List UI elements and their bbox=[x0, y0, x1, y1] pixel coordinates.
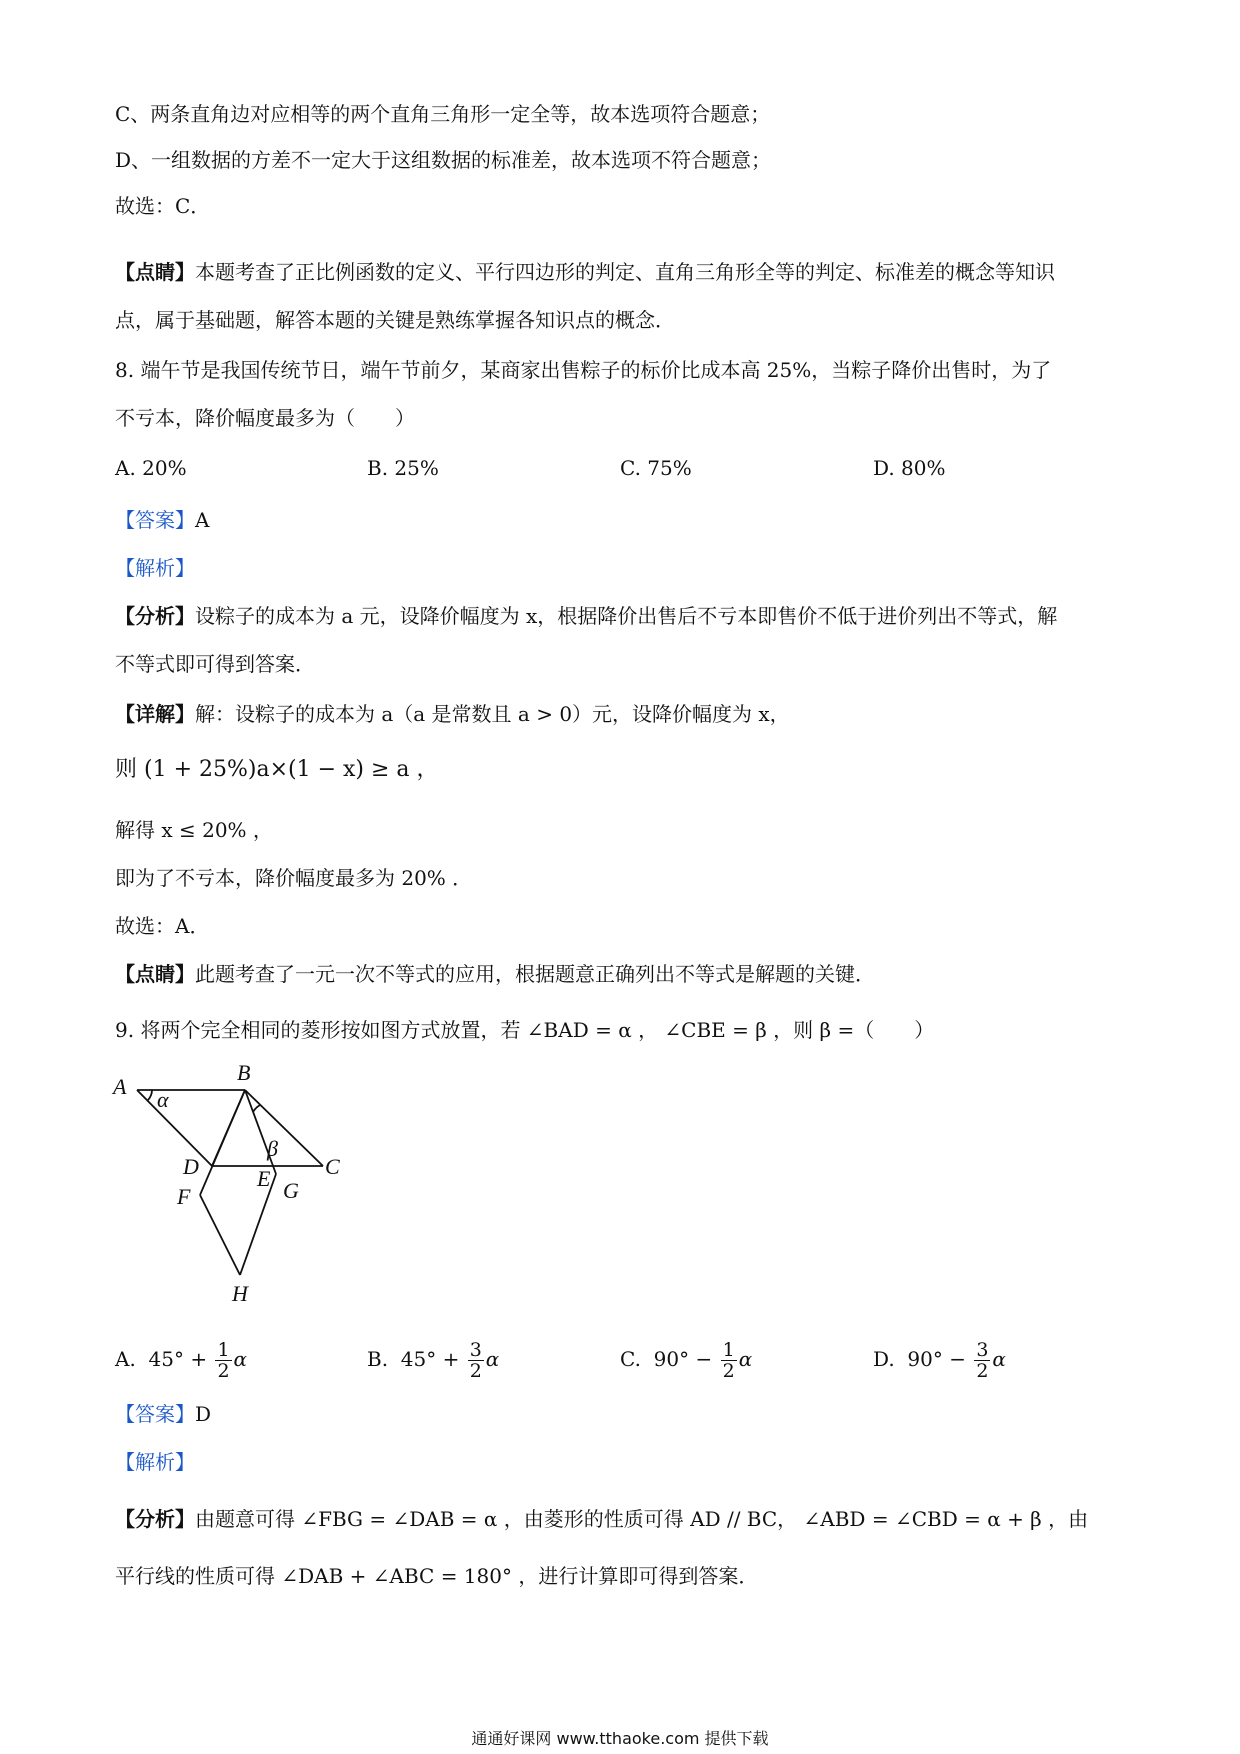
fenxi-text: 设粽子的成本为 a 元，设降价幅度为 x，根据降价出售后不亏本即售价不低于进价列出不等式，解 bbox=[195, 604, 1058, 628]
q9-fenxi-line2: 平行线的性质可得 ∠DAB + ∠ABC = 180° ，进行计算即可得到答案． bbox=[115, 1564, 759, 1588]
label-alpha: α bbox=[157, 1087, 169, 1112]
page-footer: 通通好课网 www.tthaoke.com 提供下载 bbox=[471, 1729, 769, 1748]
label-beta: β bbox=[267, 1136, 278, 1161]
q9-stem: 9. 将两个完全相同的菱形按如图方式放置，若 ∠BAD = α ， ∠CBE = β ，则 β =（ ） bbox=[115, 1018, 935, 1042]
label-b: B bbox=[237, 1060, 251, 1085]
q8-xiangjie bbox=[115, 700, 790, 728]
label-h: H bbox=[232, 1281, 248, 1306]
answer-value: D bbox=[195, 1402, 212, 1426]
dianjing-tag: 【点睛】 bbox=[115, 260, 195, 284]
q9-option-d: D. 90° − $\frac{3}{2}$ α bbox=[873, 1339, 1006, 1382]
q7-choice: 故选：C． bbox=[115, 194, 211, 218]
q8-jiexi-tag: 【解析】 bbox=[115, 556, 195, 580]
fenxi-tag: 【分析】 bbox=[115, 1507, 195, 1531]
q8-option-d: D. 80% bbox=[873, 456, 946, 480]
q8-equation-3: 即为了不亏本，降价幅度最多为 20% ． bbox=[115, 866, 473, 890]
q9-option-a: A. 45° + $\frac{1}{2}$ α bbox=[115, 1339, 248, 1382]
q9-option-b: B. 45° + $\frac{3}{2}$ α bbox=[367, 1339, 500, 1382]
rhombus-figure bbox=[105, 1060, 385, 1330]
dianjing-text: 此题考查了一元一次不等式的应用，根据题意正确列出不等式是解题的关键． bbox=[195, 962, 875, 986]
q8-fenxi-line1 bbox=[115, 602, 1057, 630]
segment-bg bbox=[245, 1090, 276, 1174]
segment-bc bbox=[245, 1090, 323, 1166]
q8-choice: 故选：A． bbox=[115, 914, 210, 938]
xiangjie-tag: 【详解】 bbox=[115, 702, 195, 726]
q9-jiexi-tag: 【解析】 bbox=[115, 1450, 195, 1474]
q8-option-a: A. 20% bbox=[115, 456, 187, 480]
q8-equation-2: 解得 x ≤ 20% ， bbox=[115, 818, 273, 842]
label-a: A bbox=[113, 1074, 127, 1099]
fraction: $\frac{3}{2}$ bbox=[976, 1339, 989, 1382]
q8-option-c: C. 75% bbox=[620, 456, 692, 480]
segment-bf bbox=[200, 1090, 245, 1195]
dianjing-text: 本题考查了正比例函数的定义、平行四边形的判定、直角三角形全等的判定、标准差的概念等知识 bbox=[195, 260, 1055, 284]
option-d-explanation: D、一组数据的方差不一定大于这组数据的标准差，故本选项不符合题意； bbox=[115, 148, 772, 172]
label-e: E bbox=[257, 1166, 271, 1191]
q7-dianjing-line2: 点，属于基础题，解答本题的关键是熟练掌握各知识点的概念． bbox=[115, 308, 675, 332]
angle-beta-arc bbox=[253, 1105, 260, 1112]
q8-stem-line1: 8. 端午节是我国传统节日，端午节前夕，某商家出售粽子的标价比成本高 25%，当粽子降价出售时，为了 bbox=[115, 358, 1052, 382]
q7-dianjing-line1 bbox=[115, 258, 1055, 286]
answer-value: A bbox=[195, 508, 210, 532]
segment-ad bbox=[137, 1090, 212, 1166]
answer-tag: 【答案】 bbox=[115, 508, 195, 532]
q8-answer bbox=[115, 506, 209, 534]
option-c-explanation: C、两条直角边对应相等的两个直角三角形一定全等，故本选项符合题意； bbox=[115, 102, 771, 126]
fraction: $\frac{1}{2}$ bbox=[722, 1339, 735, 1382]
label-g: G bbox=[283, 1178, 299, 1203]
q8-stem-line2: 不亏本，降价幅度最多为（ ） bbox=[115, 406, 415, 430]
fenxi-tag: 【分析】 bbox=[115, 604, 195, 628]
q8-option-b: B. 25% bbox=[367, 456, 439, 480]
q9-fenxi-line1 bbox=[115, 1505, 1088, 1533]
q8-equation-1: 则 (1 + 25%)a×(1 − x) ≥ a ， bbox=[115, 757, 439, 782]
fraction: $\frac{1}{2}$ bbox=[217, 1339, 230, 1382]
segment-fh bbox=[200, 1195, 240, 1275]
fenxi-text: 由题意可得 ∠FBG = ∠DAB = α ，由菱形的性质可得 AD // BC， ∠ABD = ∠CBD = α + β ，由 bbox=[195, 1507, 1089, 1531]
label-d: D bbox=[183, 1154, 199, 1179]
angle-alpha-arc bbox=[148, 1090, 152, 1100]
q9-option-c: C. 90° − $\frac{1}{2}$ α bbox=[620, 1339, 753, 1382]
q8-fenxi-line2: 不等式即可得到答案． bbox=[115, 652, 315, 676]
xiangjie-text: 解：设粽子的成本为 a（a 是常数且 a > 0）元，设降价幅度为 x， bbox=[195, 702, 790, 726]
q8-dianjing bbox=[115, 960, 875, 988]
dianjing-tag: 【点睛】 bbox=[115, 962, 195, 986]
label-f: F bbox=[177, 1184, 191, 1209]
answer-tag: 【答案】 bbox=[115, 1402, 195, 1426]
label-c: C bbox=[325, 1154, 340, 1179]
fraction: $\frac{3}{2}$ bbox=[469, 1339, 482, 1382]
q9-answer bbox=[115, 1400, 211, 1428]
